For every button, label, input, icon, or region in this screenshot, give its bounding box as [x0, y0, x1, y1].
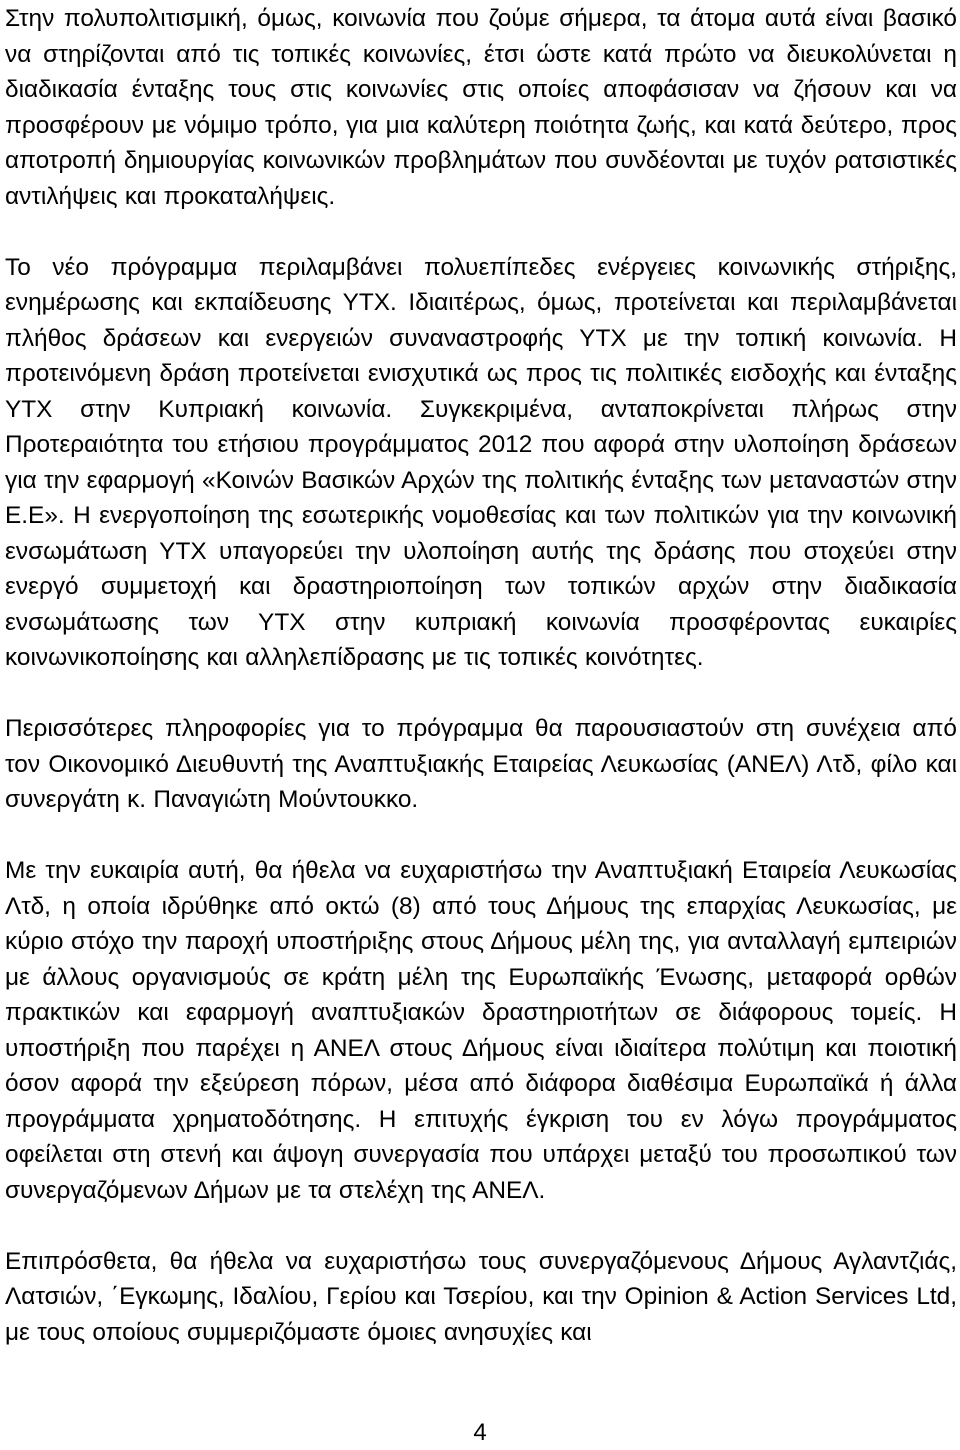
document-page	[5, 0, 957, 1350]
paragraph-integration-support: Στην πολυπολιτισμική, όμως, κοινωνία που ζούμε σήμερα, τα άτομα αυτά είναι βασικό να στηρίζονται από τις τοπικές κοινωνίες, έτσι ώστε κατά πρώτο να διευκολύνεται η διαδικασία ένταξης τους στις κοινωνίες στις οποίες αποφάσισαν να ζήσουν και να προσφέρουν με νόμιμο τρόπο, για μια καλύτερη ποιότητα ζωής, και κατά δεύτερο, προς αποτροπή δημιουργίας κοινωνικών προβλημάτων που συνδέονται με τυχόν ρατσιστικές αντιλήψεις και προκαταλήψεις.	[5, 5, 957, 210]
paragraph-more-information: Περισσότερες πληροφορίες για το πρόγραμμα θα παρουσιαστούν στη συνέχεια από τον Οικονομικό Διευθυντή της Αναπτυξιακής Εταιρείας Λευκωσίας (ΑΝΕΛ) Λτδ, φίλο και συνεργάτη κ. Παναγιώτη Μούντουκκο.	[5, 715, 957, 813]
paragraph-thanks-anel: Με την ευκαιρία αυτή, θα ήθελα να ευχαριστήσω την Αναπτυξιακή Εταιρεία Λευκωσίας Λτδ, η οποία ιδρύθηκε από οκτώ (8) από τους Δήμους της επαρχίας Λευκωσίας, με κύριο στόχο την παροχή υποστήριξης στους Δήμους μέλη της, για ανταλλαγή εμπειριών με άλλους οργανισμούς σε κράτη μέλη της Ευρωπαϊκής Ένωσης, μεταφορά ορθών πρακτικών και εφαρμογή αναπτυξιακών δραστηριοτήτων σε διάφορους τομείς. Η υποστήριξη που παρέχει η ΑΝΕΛ στους Δήμους είναι ιδιαίτερα πολύτιμη και ποιοτική όσον αφορά την εξεύρεση πόρων, μέσα από διάφορα διαθέσιμα Ευρωπαϊκά ή άλλα προγράμματα χρηματοδότησης. Η επιτυχής έγκριση του εν λόγω προγράμματος οφείλεται στη στενή και άψογη συνεργασία που υπάρχει μεταξύ του προσωπικού των συνεργαζόμενων Δήμων με τα στελέχη της ΑΝΕΛ.	[5, 857, 957, 1204]
paragraph-thanks-municipalities: Επιπρόσθετα, θα ήθελα να ευχαριστήσω τους συνεργαζόμενους Δήμους Αγλαντζιάς, Λατσιών, ΄Εγκωμης, Ιδαλίου, Γερίου και Τσερίου, και την Opinion & Action Services Ltd, με τους οποίους συμμεριζόμαστε όμοιες ανησυχίες και	[5, 1247, 957, 1346]
page-number: 4	[473, 1419, 487, 1446]
paragraph-new-programme: Το νέο πρόγραμμα περιλαμβάνει πολυεπίπεδες ενέργειες κοινωνικής στήριξης, ενημέρωσης και εκπαίδευσης ΥΤΧ. Ιδιαιτέρως, όμως, προτείνεται και περιλαμβάνεται πλήθος δράσεων και ενεργειών συναναστροφής ΥΤΧ με την τοπική κοινωνία. Η προτεινόμενη δράση προτείνεται ενισχυτικά ως προς τις πολιτικές εισδοχής και ένταξης ΥΤΧ στην Κυπριακή κοινωνία. Συγκεκριμένα, ανταποκρίνεται πλήρως στην Προτεραιότητα του ετήσιου προγράμματος 2012 που αφορά στην υλοποίηση δράσεων για την εφαρμογή «Κοινών Βασικών Αρχών της πολιτικής ένταξης των μεταναστών στην Ε.Ε». Η ενεργοποίηση της εσωτερικής νομοθεσίας και των πολιτικών για την κοινωνική ενσωμάτωση ΥΤΧ υπαγορεύει την υλοποίηση αυτής της δράσης που στοχεύει στην ενεργό συμμετοχή και δραστηριοποίηση των τοπικών αρχών στην διαδικασία ενσωμάτωσης των ΥΤΧ στην κυπριακή κοινωνία προσφέροντας ευκαιρίες κοινωνικοποίησης και αλληλεπίδρασης με τις τοπικές κοινότητες.	[5, 253, 957, 671]
